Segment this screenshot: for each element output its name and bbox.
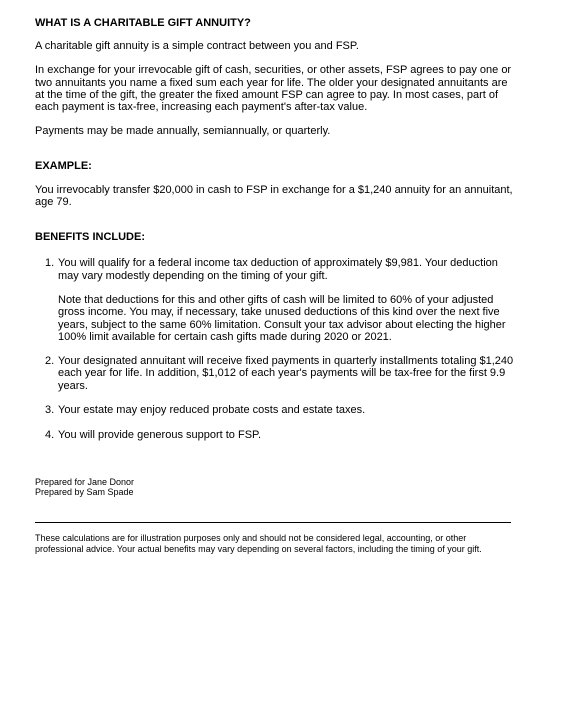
prepared-by: Prepared by Sam Spade	[35, 487, 134, 498]
list-item-text: Your estate may enjoy reduced probate costs and estate taxes.	[58, 404, 366, 417]
list-item-number: 1.	[45, 257, 55, 270]
list-item-text: You will qualify for a federal income tax deduction of approximately $9,981. Your deduction may vary modestly depending on the timing of your gift.	[58, 257, 498, 282]
section-heading-what-is: WHAT IS A CHARITABLE GIFT ANNUITY?	[35, 17, 251, 29]
document-page	[35, 17, 515, 498]
intro-paragraph: A charitable gift annuity is a simple contract between you and FSP.	[35, 40, 359, 52]
example-paragraph: You irrevocably transfer $20,000 in cash to FSP in exchange for a $1,240 annuity for an annuitant, age 79.	[35, 183, 513, 209]
list-item	[35, 257, 515, 343]
prepared-for: Prepared for Jane Donor	[35, 476, 135, 487]
payment-frequency-paragraph: Payments may be made annually, semiannually, or quarterly.	[35, 125, 331, 138]
list-item-text: Your designated annuitant will receive fixed payments in quarterly installments totaling $1,240 each year for life. In addition, $1,012 of each year's payments will be tax-free for the first 9.9 years.	[58, 355, 514, 392]
list-item-number: 3.	[45, 404, 55, 417]
list-item	[35, 355, 515, 392]
list-item-text: You will provide generous support to FSP.	[58, 429, 262, 442]
explanation-paragraph: In exchange for your irrevocable gift of cash, securities, or other assets, FSP agrees to pay one or two annuitants you name a fixed sum each year for life. The older your designated annuitants are at the time of the gift, the greater the fixed amount FSP can agree to pay. In most cases, part of each payment is tax-free, increasing each payment's after-tax value.	[35, 64, 512, 114]
deduction-note: Note that deductions for this and other gifts of cash will be limited to 60% of your adjusted gross income. You may, if necessary, take unused deductions of this kind over the next five years, subject to the same 60% limitation. Consult your tax advisor about electing the higher 100% limit available for certain cash gifts made during 2020 or 2021.	[58, 293, 506, 343]
list-item	[35, 429, 515, 441]
disclaimer-text: These calculations are for illustration purposes only and should not be considered legal, accounting, or other professional advice. Your actual benefits may vary depending on several factors, including the timing of your gift.	[35, 533, 482, 554]
list-item-number: 4.	[45, 429, 55, 442]
list-item-number: 2.	[45, 355, 55, 368]
benefits-list	[35, 257, 515, 441]
divider-line	[35, 522, 511, 523]
list-item	[35, 404, 515, 416]
section-heading-example: EXAMPLE:	[35, 159, 92, 172]
section-heading-benefits: BENEFITS INCLUDE:	[35, 231, 145, 244]
